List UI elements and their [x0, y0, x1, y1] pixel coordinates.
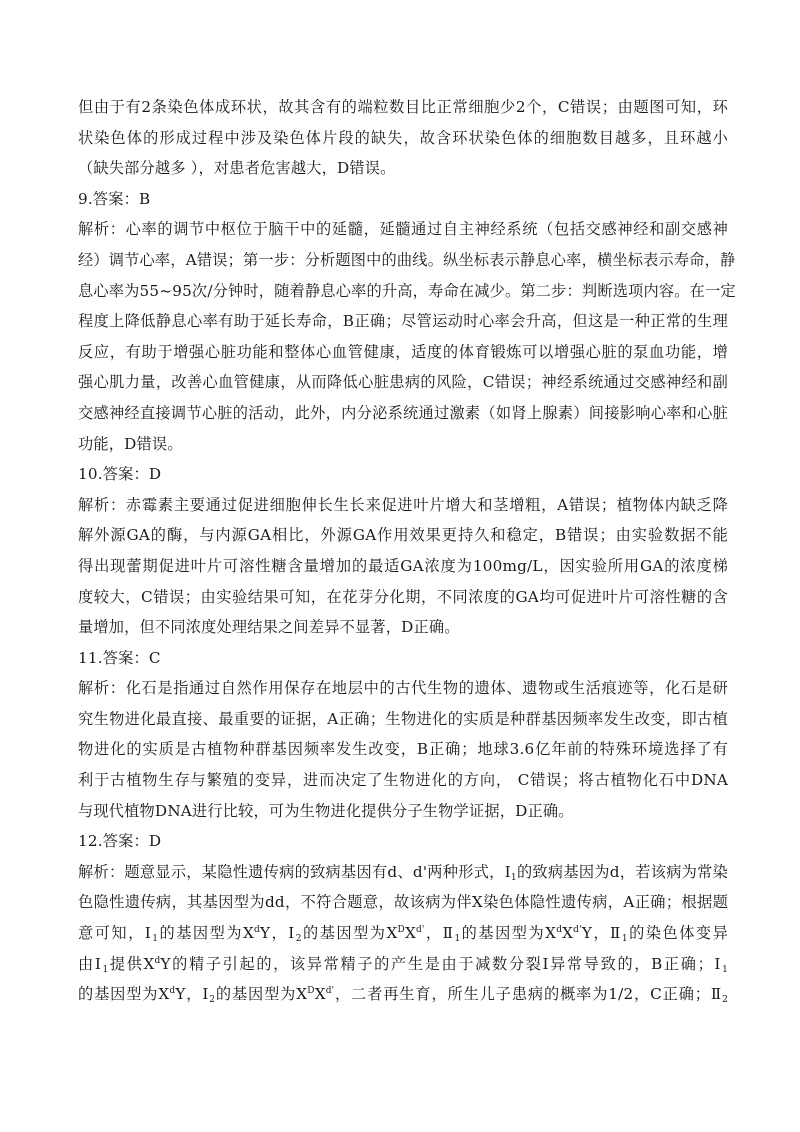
text-line: 程度上降低静息心率有助于延长寿命，B正确；尽管运动时心率会升高，但这是一种正常的生理	[78, 312, 728, 331]
text-line: 量增加，但不同浓度处理结果之间差异不显著，D正确。	[78, 618, 460, 637]
answer-heading: 10.答案：D	[78, 465, 162, 484]
text-run: Y的精子引起的，该异常精子的产生是由于减数分裂Ⅰ异常导致的，B正确；Ⅰ	[160, 954, 723, 973]
superscript: D	[307, 986, 315, 997]
superscript: d'	[325, 986, 335, 997]
superscript: d	[154, 955, 161, 966]
text-run: 意可知，Ⅰ	[78, 924, 153, 943]
analysis-line	[78, 857, 728, 888]
text-line	[78, 979, 728, 1010]
text-run: Y，Ⅰ	[260, 924, 296, 943]
text-line: 强心肌力量，改善心血管健康，从而降低心脏患病的风险，C错误；神经系统通过交感神经和副	[78, 373, 728, 392]
superscript: D	[397, 925, 405, 936]
superscript: d'	[415, 925, 425, 936]
subscript: 2	[295, 934, 302, 945]
subscript: 1	[621, 934, 628, 945]
superscript: d'	[573, 925, 582, 936]
text-line: 功能，D错误。	[78, 434, 183, 453]
answer-heading: 9.答案：B	[78, 189, 151, 208]
answer-document	[78, 92, 736, 1010]
text-run: X	[562, 924, 574, 943]
text-run: X	[314, 985, 326, 1004]
text-run: 的基因型为X	[158, 924, 255, 943]
subscript: 2	[722, 995, 728, 1006]
text-line	[78, 887, 728, 918]
text-run: 的基因型为X	[78, 985, 170, 1004]
text-run: 的致病基因为d，若该病为常染	[516, 862, 728, 881]
subscript: 2	[209, 995, 216, 1006]
subscript: 1	[152, 934, 159, 945]
text-line	[78, 918, 728, 949]
text-run: 的基因型为X	[215, 985, 308, 1004]
superscript: d	[254, 925, 261, 936]
text-line: 交感神经直接调节心脏的活动，此外，内分泌系统通过激素（如肾上腺素）间接影响心率和心脏	[78, 403, 728, 422]
text-run: 的基因型为X	[301, 924, 398, 943]
text-line: 究生物进化最直接、最重要的证据，A正确；生物进化的实质是种群基因频率发生改变，即古植	[78, 709, 728, 728]
text-run: 的基因型为X	[460, 924, 557, 943]
answer-heading: 12.答案：D	[78, 832, 162, 851]
text-run: ，Ⅱ	[424, 924, 455, 943]
text-line: 息心率为55~95次/分钟时，随着静息心率的升高，寿命在减少。第二步：判断选项内容。在一定	[78, 281, 736, 300]
text-line: 状染色体的形成过程中涉及染色体片段的缺失，故含环状染色体的细胞数目越多，且环越小	[78, 128, 728, 147]
subscript: 1	[722, 964, 728, 975]
text-line: 物进化的实质是古植物种群基因频率发生改变，B正确；地球3.6亿年前的特殊环境选择了有	[78, 740, 728, 759]
text-line: 解外源GA的酶，与内源GA相比，外源GA作用效果更持久和稳定，B错误；由实验数据不能	[78, 526, 728, 545]
answer-heading: 11.答案：C	[78, 648, 161, 667]
text-run: 的染色体变异	[627, 924, 729, 943]
superscript: d	[169, 986, 176, 997]
text-line: 利于古植物生存与繁殖的变异，进而决定了生物进化的方向， C错误；将古植物化石中DNA	[78, 771, 728, 790]
text-line: 度较大，C错误；由实验结果可知，在花芽分化期，不同浓度的GA均可促进叶片可溶性糖的含	[78, 587, 728, 606]
text-line	[78, 949, 728, 980]
subscript: 1	[510, 872, 517, 883]
text-line: 经）调节心率，A错误；第一步：分析题图中的曲线。纵坐标表示静息心率，横坐标表示寿命，静	[78, 250, 736, 269]
analysis-line: 解析：化石是指通过自然作用保存在地层中的古代生物的遗体、遗物或生活痕迹等，化石是研	[78, 679, 728, 698]
superscript: d	[556, 925, 563, 936]
subscript: 1	[454, 934, 461, 945]
text-line: 反应，有助于增强心脏功能和整体心血管健康，适度的体育锻炼可以增强心脏的泵血功能，增	[78, 342, 728, 361]
text-run: 色隐性遗传病，其基因型为dd，不符合题意，故该病为伴X染色体隐性遗传病，A正确；根据题	[78, 893, 728, 912]
text-run: Y，Ⅱ	[581, 924, 622, 943]
text-line: （缺失部分越多 ），对患者危害越大，D错误。	[78, 159, 396, 178]
text-run: Y，Ⅰ	[175, 985, 210, 1004]
text-run: 解析：题意显示，某隐性遗传病的致病基因有d、d'两种形式，Ⅰ	[78, 862, 511, 881]
text-run: X	[404, 924, 416, 943]
text-line: 但由于有2条染色体成环状，故其含有的端粒数目比正常细胞少2个，C错误；由题图可知，环	[78, 98, 728, 116]
subscript: 1	[102, 964, 109, 975]
analysis-line: 解析：心率的调节中枢位于脑干中的延髓，延髓通过自主神经系统（包括交感神经和副交感神	[78, 220, 728, 239]
text-run: 由Ⅰ	[78, 954, 103, 973]
text-line: 与现代植物DNA进行比较，可为生物进化提供分子生物学证据，D正确。	[78, 801, 574, 820]
text-line: 得出现蕾期促进叶片可溶性糖含量增加的最适GA浓度为100mg/L，因实验所用GA的浓度梯	[78, 556, 728, 575]
text-run: ，二者再生育，所生儿子患病的概率为1/2，C正确；Ⅱ	[334, 985, 723, 1004]
analysis-line: 解析：赤霉素主要通过促进细胞伸长生长来促进叶片增大和茎增粗，A错误；植物体内缺乏降	[78, 495, 728, 514]
text-run: 提供X	[108, 954, 155, 973]
